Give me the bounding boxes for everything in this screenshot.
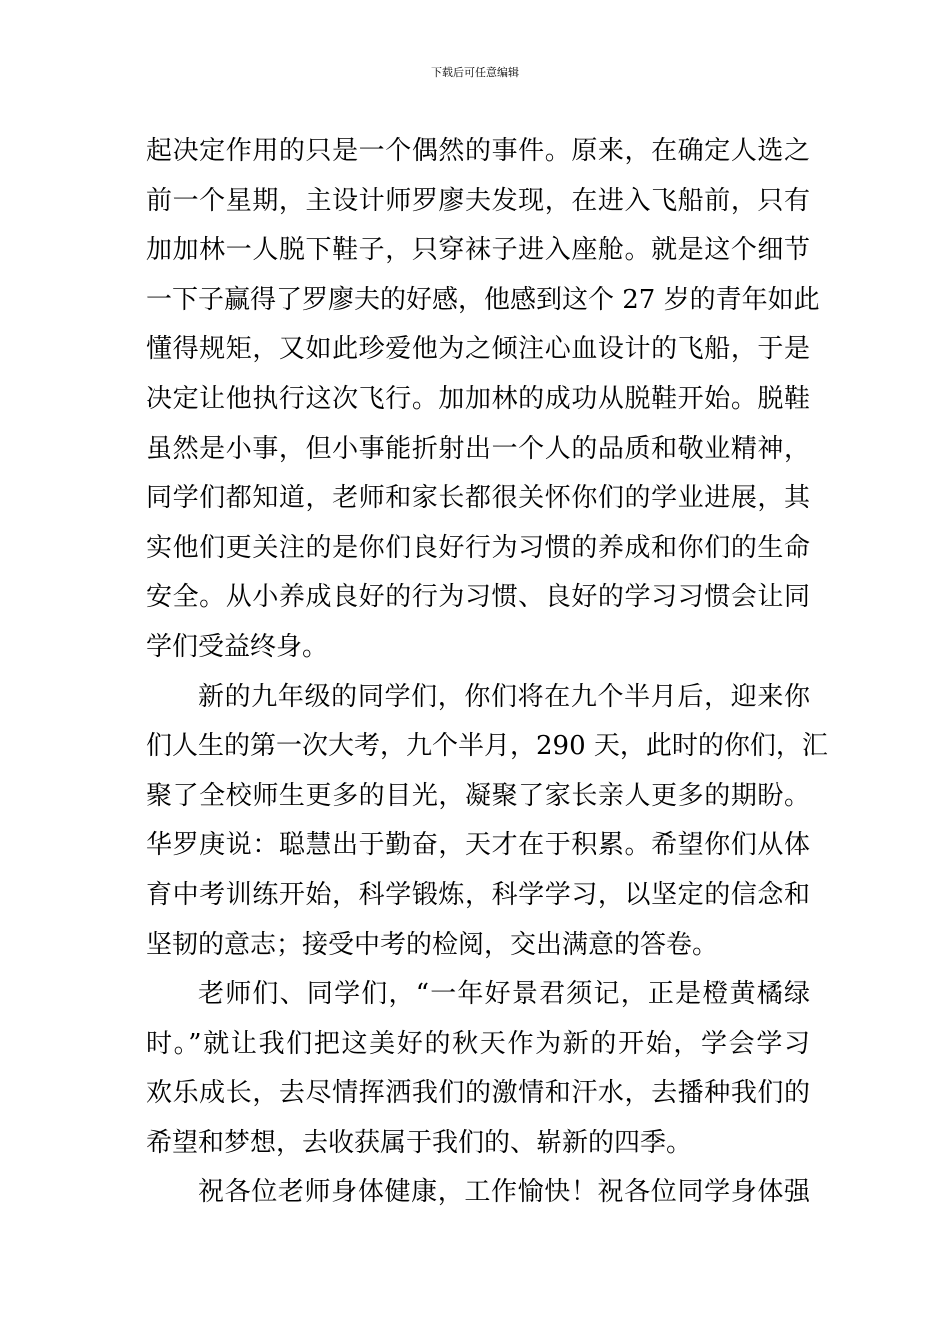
- paragraph-first-line: 新的九年级的同学们，你们将在九个半月后，迎来你: [198, 681, 810, 712]
- text-line: 懂得规矩，又如此珍爱他为之倾注心血设计的飞船，于是: [146, 334, 810, 365]
- text-line: 华罗庚说：聪慧出于勤奋，天才在于积累。希望你们从体: [146, 830, 810, 861]
- text-line: 聚了全校师生更多的目光，凝聚了家长亲人更多的期盼。: [146, 780, 810, 811]
- text-line: 希望和梦想，去收获属于我们的、崭新的四季。: [146, 1127, 693, 1158]
- paragraph-first-line: 老师们、同学们，“一年好景君须记，正是橙黄橘绿: [198, 979, 810, 1010]
- document-body: [146, 127, 828, 1218]
- text-line: 加加林一人脱下鞋子，只穿袜子进入座舱。就是这个细节: [146, 235, 810, 266]
- text-line: 起决定作用的只是一个偶然的事件。原来，在确定人选之: [146, 136, 810, 166]
- text-line: 同学们都知道，老师和家长都很关怀你们的学业进展，其: [146, 483, 810, 514]
- text-line: 坚韧的意志；接受中考的检阅，交出满意的答卷。: [146, 929, 719, 960]
- text-line: 欢乐成长，去尽情挥洒我们的激情和汗水，去播种我们的: [146, 1078, 810, 1109]
- text-line: 育中考训练开始，科学锻炼，科学学习，以坚定的信念和: [146, 879, 810, 910]
- text-line: 虽然是小事，但小事能折射出一个人的品质和敬业精神，: [146, 433, 810, 464]
- text-line: 们人生的第一次大考，九个半月，290 天，此时的你们，汇: [146, 731, 828, 762]
- text-line: 决定让他执行这次飞行。加加林的成功从脱鞋开始。脱鞋: [146, 383, 810, 414]
- text-line: 安全。从小养成良好的行为习惯、良好的学习习惯会让同: [146, 582, 810, 613]
- page-header: 下载后可任意编辑: [431, 66, 519, 79]
- text-line: 实他们更关注的是你们良好行为习惯的养成和你们的生命: [146, 532, 810, 563]
- text-line: 学们受益终身。: [146, 631, 329, 662]
- text-line: 前一个星期，主设计师罗廖夫发现，在进入飞船前，只有: [146, 185, 810, 216]
- text-line: 一下子赢得了罗廖夫的好感，他感到这个 27 岁的青年如此: [146, 284, 820, 315]
- text-line: 时。”就让我们把这美好的秋天作为新的开始，学会学习: [146, 1028, 810, 1059]
- paragraph-first-line: 祝各位老师身体健康，工作愉快！祝各位同学身体强: [198, 1177, 810, 1208]
